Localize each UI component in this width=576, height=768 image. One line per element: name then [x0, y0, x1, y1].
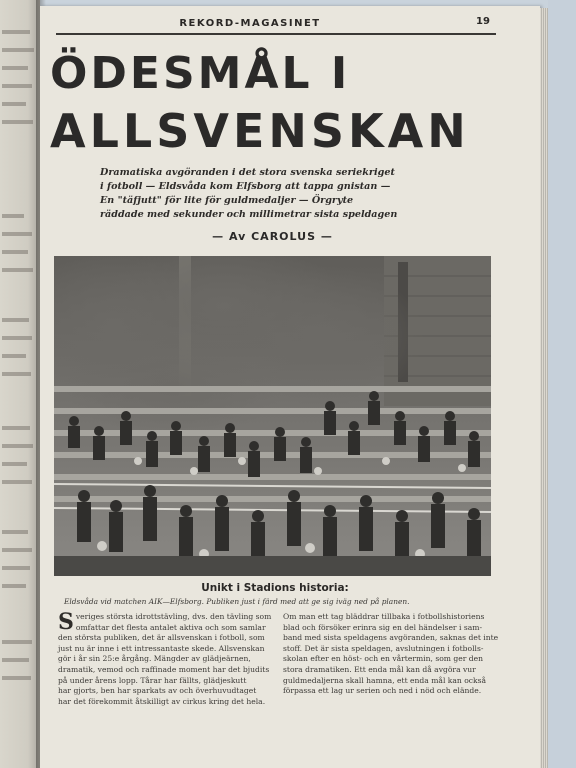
body-line: på under årens lopp. Tårar har fällts, glädjeskutt: [58, 675, 247, 685]
body-column-right: [283, 612, 499, 697]
body-line: band med sista speldagens avgöranden, saknas det inte: [283, 633, 499, 643]
adjacent-page-edge: [0, 0, 40, 768]
byline: — Av CAROLUS —: [212, 230, 333, 243]
body-line: har det förekommit åtskilligt av cirkus kring det hela.: [58, 696, 266, 706]
body-line: förpassa ett lag ur serien och ned i nöd och elände.: [283, 686, 482, 696]
running-head: REKORD-MAGASINET: [179, 18, 321, 29]
body-line: har gjorts, ben har sparkats av och överhuvudtaget: [58, 686, 257, 696]
body-line: den största publiken, det är allsvenskan i fotboll, som: [58, 633, 265, 643]
article-deck: [100, 166, 445, 222]
deck-line: i fotboll — Eldsvåda kom Elfsborg att tappa gnistan —: [100, 181, 391, 192]
deck-line: Dramatiska avgöranden i det stora svenska seriekriget: [100, 167, 395, 178]
body-line: omfattar det flesta antalet aktiva och som samlar: [75, 622, 266, 632]
headline-line-2: ALLSVENSKAN: [50, 104, 470, 158]
body-line: stoff. Det är sista speldagen, avslutningen i fotbolls-: [283, 643, 484, 653]
body-line: Om man ett tag bläddrar tillbaka i fotbollshistoriens: [283, 612, 485, 621]
body-line: skolan efter en höst- och en vårtermin, som ger den: [283, 654, 484, 664]
photo-caption-title: Unikt i Stadions historia:: [201, 582, 349, 594]
stadium-crowd-photo: [54, 256, 491, 576]
background-surface: [548, 0, 576, 768]
page-stack-edge: [540, 8, 548, 768]
body-line: just nu är inne i ett intressantaste skede. Allsvenskan: [58, 643, 265, 653]
body-line: gör i år sin 25:e årgång. Mängder av glädjeärnen,: [58, 654, 251, 664]
body-column-left: [58, 609, 272, 707]
body-line: blad och försöker erinra sig en del händelser i sam-: [283, 622, 483, 632]
page-number: 19: [476, 16, 490, 27]
body-line: stora dramatiken. Ett enda mål kan då avgöra vur: [283, 664, 476, 674]
body-line: dramatik, vemod och raffinade moment har det bjudits: [58, 664, 270, 674]
deck-line: En "täfjutt" för lite för guldmedaljer — Örgryte: [100, 195, 354, 206]
body-line: veriges största idrottstävling, dvs. den tävling som: [75, 612, 272, 621]
drop-cap: S: [58, 609, 74, 635]
header-rule: [56, 33, 496, 35]
photo-caption: Eldsvåda vid matchen AIK—Elfsborg. Publiken just i färd med att ge sig iväg ned på planen.: [64, 597, 410, 606]
headline-line-1: ÖDESMÅL I: [50, 48, 351, 99]
body-line: guldmedaljerna skall hamna, ett enda mål kan också: [283, 675, 487, 685]
deck-line: räddade med sekunder och millimetrar sista speldagen: [100, 209, 398, 220]
